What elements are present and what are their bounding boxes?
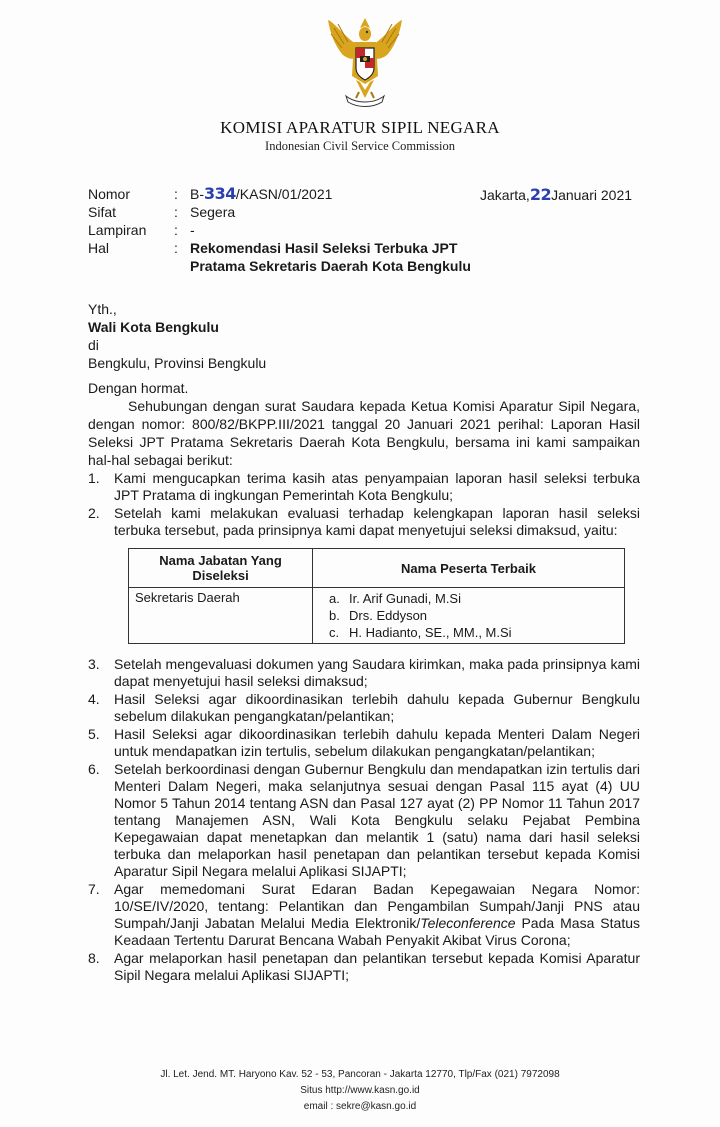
recipient-salutation: Yth., [88, 301, 117, 317]
table-header-row [129, 549, 625, 588]
list-item-text: Hasil Seleksi agar dikoordinasikan terlebih dahulu kepada Menteri Dalam Negeri untuk mendapatkan izin tertulis, sebelum dilakukan pengangkatan/pelantikan; [114, 726, 640, 759]
list-item-text-part: Pada Masa Status Keadaan Tertentu Darurat Bencana Wabah Penyakit Akibat Virus Corona; [114, 915, 640, 948]
list-item [88, 726, 640, 760]
list-item [88, 656, 640, 690]
list-item-text-part: Agar memedomani Surat Edaran Badan Kepegawaian Negara Nomor: 10/SE/IV/2020, tentang: Pelantikan dan Pengambilan Sumpah/Janji PNS atau Sumpah/Janji Jabatan Melalui Media Elektronik/ [114, 881, 640, 931]
sifat-row [88, 203, 235, 221]
table-cell-position: Sekretaris Daerah [129, 588, 313, 644]
table-row [129, 588, 625, 644]
candidate-name: H. Hadianto, SE., MM., M.Si [349, 625, 512, 640]
hal-value-line1: Rekomendasi Hasil Seleksi Terbuka JPT [190, 240, 458, 256]
lampiran-separator: : [174, 222, 178, 238]
nomor-value [190, 185, 332, 203]
list-item [88, 761, 640, 880]
candidate-list [319, 590, 618, 641]
numbered-list-bottom [88, 656, 640, 984]
candidate-letter: c. [329, 625, 340, 640]
letter-date [480, 185, 632, 204]
candidate-name: Ir. Arif Gunadi, M.Si [349, 591, 461, 606]
list-item-number: 2. [88, 505, 100, 521]
date-month-year: Januari 2021 [551, 187, 633, 203]
recipient-place: Bengkulu, Provinsi Bengkulu [88, 355, 267, 371]
sifat-value: Segera [190, 204, 236, 220]
list-item-text: Hasil Seleksi agar dikoordinasikan terlebih dahulu kepada Gubernur Bengkulu sebelum dilakukan pengangkatan/pelantikan; [114, 691, 640, 724]
candidate-name: Drs. Eddyson [349, 608, 428, 623]
nomor-separator: : [174, 186, 178, 202]
hal-row [88, 239, 457, 257]
lampiran-value: - [190, 222, 195, 238]
recipient-di: di [88, 337, 99, 353]
candidate-item [319, 590, 618, 607]
list-item-text: Setelah mengevaluasi dokumen yang Saudara kirimkan, maka pada prinsipnya kami dapat menyetujui hasil seleksi dimaksud; [114, 656, 640, 689]
list-item-number: 5. [88, 726, 100, 742]
date-day-handwritten: 22 [529, 185, 552, 204]
table-header-position: Nama Jabatan Yang Diseleksi [129, 549, 313, 588]
list-item-text: Setelah berkoordinasi dengan Gubernur Bengkulu dan mendapatkan izin tertulis dari Menteri Dalam Negeri, maka selanjutnya sesuai dengan Pasal 115 ayat (4) UU Nomor 5 Tahun 2014 tentang ASN dan Pasal 127 ayat (2) PP Nomor 11 Tahun 2017 tentang Manajemen ASN, Wali Kota Bengkulu selaku Pejabat Pembina Kepegawaian dapat menetapkan dan melantik 1 (satu) nama dari hasil seleksi terbuka dan melaporkan hasil penetapan dan pelantikan tersebut kepada Komisi Aparatur Sipil Negara melalui Aplikasi SIJAPTI; [114, 761, 640, 879]
list-item [88, 881, 640, 949]
list-item-number: 1. [88, 470, 100, 486]
footer-website: Situs http://www.kasn.go.id [300, 1085, 420, 1096]
candidates-table [128, 548, 625, 644]
lampiran-label: Lampiran [88, 222, 147, 238]
agency-name: KOMISI APARATUR SIPIL NEGARA [220, 118, 500, 137]
nomor-prefix: B- [190, 186, 204, 202]
nomor-row [88, 185, 332, 203]
sifat-label: Sifat [88, 204, 117, 220]
nomor-suffix: /KASN/01/2021 [235, 186, 333, 202]
list-item-number: 8. [88, 950, 100, 966]
table-header-candidates: Nama Peserta Terbaik [313, 549, 625, 588]
garuda-emblem-icon [326, 14, 404, 110]
list-item-number: 6. [88, 761, 100, 777]
sifat-separator: : [174, 204, 178, 220]
table-cell-candidates [313, 588, 625, 644]
list-item [88, 470, 640, 504]
greeting: Dengan hormat. [88, 380, 189, 396]
list-item-number: 3. [88, 656, 100, 672]
list-item-text [114, 881, 640, 948]
footer-email: email : sekre@kasn.go.id [303, 1101, 417, 1112]
list-item-text: Kami mengucapkan terima kasih atas penyampaian laporan hasil seleksi terbuka JPT Pratama di ingkungan Pemerintah Kota Bengkulu; [114, 470, 640, 503]
list-item-text: Setelah kami melakukan evaluasi terhadap kelengkapan laporan hasil seleksi terbuka tersebut, pada prinsipnya kami dapat menyetujui seleksi dimaksud, yaitu: [114, 505, 640, 538]
recipient-block [88, 300, 640, 372]
nomor-label: Nomor [88, 186, 131, 202]
hal-label: Hal [88, 240, 110, 256]
candidate-letter: b. [329, 608, 340, 623]
lampiran-row [88, 221, 195, 239]
hal-value-line2: Pratama Sekretaris Daerah Kota Bengkulu [190, 258, 471, 274]
list-item-text: Agar melaporkan hasil penetapan dan pelantikan tersebut kepada Komisi Aparatur Sipil Negara melalui Aplikasi SIJAPTI; [114, 950, 640, 983]
date-city: Jakarta, [480, 187, 530, 203]
candidate-item [319, 607, 618, 624]
list-item [88, 505, 640, 539]
candidate-letter: a. [329, 591, 340, 606]
numbered-list-top [88, 470, 640, 539]
agency-name-english: Indonesian Civil Service Commission [265, 139, 455, 153]
recipient-name: Wali Kota Bengkulu [88, 319, 219, 335]
list-item-number: 7. [88, 881, 100, 897]
list-item-text-italic: Teleconference [420, 915, 516, 931]
list-item-number: 4. [88, 691, 100, 707]
hal-row-2 [190, 257, 471, 275]
candidate-item [319, 624, 618, 641]
nomor-handwritten: 334 [204, 184, 236, 203]
intro-paragraph: Sehubungan dengan surat Saudara kepada Ketua Komisi Aparatur Sipil Negara, dengan nomor: 800/82/BKPP.III/2021 tanggal 20 Januari 2021 perihal: Laporan Hasil Seleksi JPT Pratama Sekretaris Daerah Kota Bengkulu, bersama ini kami sampaikan hal-hal sebagai berikut: [88, 398, 640, 468]
hal-separator: : [174, 240, 178, 256]
list-item [88, 950, 640, 984]
list-item [88, 691, 640, 725]
footer-address: Jl. Let. Jend. MT. Haryono Kav. 52 - 53, Pancoran - Jakarta 12770, Tlp/Fax (021) 7972098 [160, 1069, 560, 1080]
